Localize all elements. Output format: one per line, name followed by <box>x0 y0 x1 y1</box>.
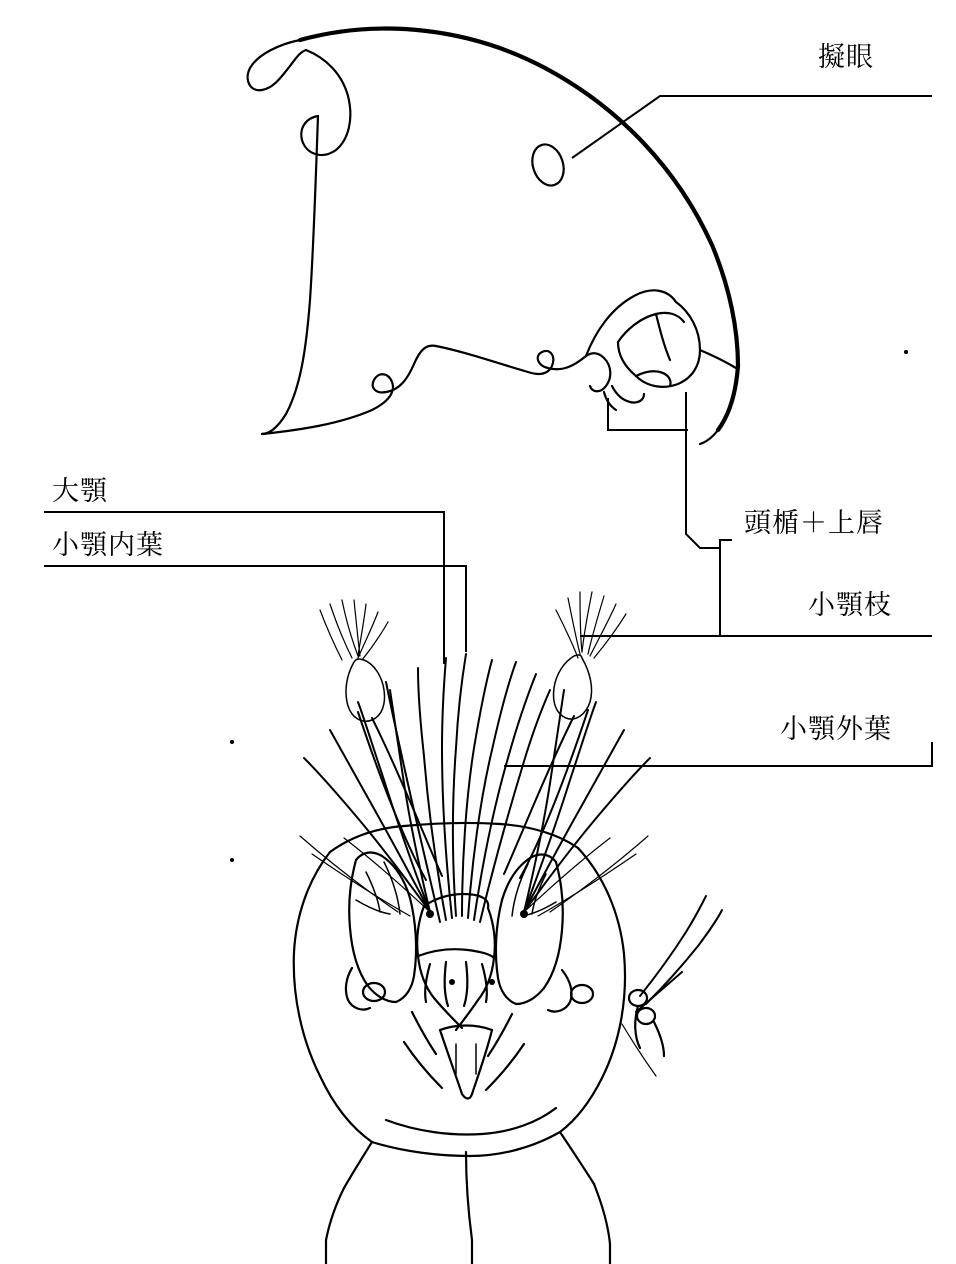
leader-maxilla-outer <box>504 742 932 766</box>
label-clypeus-labrum: 頭楯＋上唇 <box>744 508 884 539</box>
maxilla-right <box>496 855 593 1012</box>
label-maxilla-outer: 小顎外葉 <box>780 714 892 745</box>
maxilla-left <box>346 853 416 1010</box>
label-pseudo-eye: 擬眼 <box>818 42 874 73</box>
label-maxillary-palp: 小顎枝 <box>808 590 892 621</box>
mouthparts-center <box>404 894 528 1099</box>
head-capsule-outline <box>248 29 738 444</box>
bristle-group-lower-right <box>622 896 722 1076</box>
leader-maxilla-inner <box>44 566 466 652</box>
label-maxilla-inner: 小顎内葉 <box>52 530 164 561</box>
mouth-brush-center <box>386 654 550 922</box>
label-mandible: 大顎 <box>52 476 108 507</box>
leader-clypeus-labrum <box>608 392 732 636</box>
pseudo-eye-marking <box>527 140 569 189</box>
mouth-brush-left <box>300 600 442 916</box>
larval-head-capsule <box>294 823 625 1264</box>
